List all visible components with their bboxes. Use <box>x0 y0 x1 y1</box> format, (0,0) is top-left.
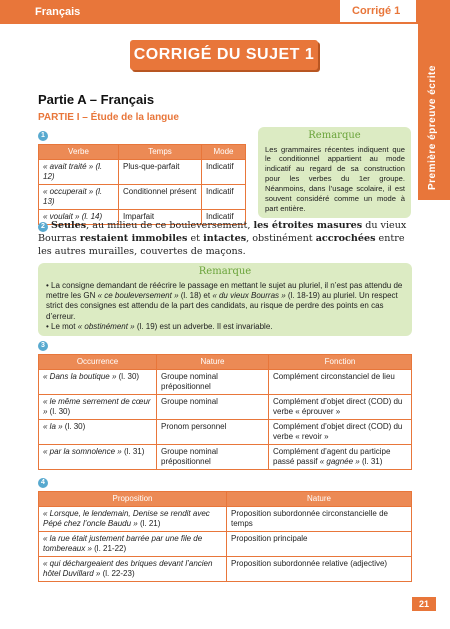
part-title: Partie A – Français <box>38 92 155 107</box>
col-header-temps: Temps <box>119 145 202 160</box>
remarque-box-2 <box>38 263 412 336</box>
col-header-verbe: Verbe <box>39 145 119 160</box>
remarque-box-1 <box>258 127 411 218</box>
line-ref: (l. 21-22) <box>91 544 127 553</box>
col-header-occurrence: Occurrence <box>39 355 157 370</box>
table-row <box>39 532 412 557</box>
cell-proposition <box>39 532 227 557</box>
table-row <box>39 185 246 210</box>
text-span: , obstinément <box>246 232 316 244</box>
col-header-fonction: Fonction <box>269 355 412 370</box>
quoted-text: « Dans la boutique » <box>43 372 117 381</box>
table-row <box>39 395 412 420</box>
cell-occurrence <box>39 370 157 395</box>
cell-mode: Indicatif <box>202 210 246 225</box>
subject-label: Français <box>35 6 81 18</box>
remarque-text: Les grammaires récentes indiquent que le conditionnel appartient au mode indicatif au regard de sa construction pour les verbes du 1er groupe. Néanmoins, dans l’usage scolaire, il est souvent considéré comme un mode à part entière. <box>265 144 405 213</box>
line-ref: (l. 30) <box>62 422 86 431</box>
table-row <box>39 557 412 582</box>
quoted-text: « Lorsque, le lendemain, Denise se rendit avec Pépé chez l’oncle Baudu » <box>43 509 210 528</box>
col-header-nature: Nature <box>227 492 412 507</box>
remarque-title: Remarque <box>198 266 252 277</box>
side-tab-label: Première épreuve écrite <box>427 65 438 190</box>
verb-text: « occuperait » (l. 13) <box>43 187 103 206</box>
cell-nature: Proposition subordonnée relative (adjective) <box>227 557 412 582</box>
quoted-text: « ce bouleversement » <box>97 290 179 300</box>
text-span: (l. 19) est un adverbe. Il est invariable. <box>134 322 273 332</box>
emph-word: Seules <box>51 220 87 231</box>
col-header-mode: Mode <box>202 145 246 160</box>
cell-nature: Proposition principale <box>227 532 412 557</box>
verb-text: « voulait » (l. 14) <box>43 212 103 221</box>
remarque-paragraph <box>46 322 404 332</box>
emph-word: les étroites masures <box>253 220 363 231</box>
text-span: (l. 18) et <box>178 290 213 300</box>
header-bar <box>0 0 418 24</box>
page-title: CORRIGÉ DU SUJET 1 <box>133 46 315 63</box>
cell-fonction: Complément circonstanciel de lieu <box>269 370 412 395</box>
cell-nature: Groupe nominal <box>157 395 269 420</box>
cell-fonction <box>269 445 412 470</box>
quoted-text: « la » <box>43 422 63 431</box>
text-span: du vieux Bourras <box>38 220 407 244</box>
question-number-2: 2 <box>38 222 48 232</box>
cell-fonction: Complément d’objet direct (COD) du verbe « revoir » <box>269 420 412 445</box>
corrige-tab <box>338 0 418 24</box>
remarque-text <box>38 279 412 333</box>
quoted-text: « la rue était justement barrée par une file de tombereaux » <box>43 534 203 553</box>
emph-word: accrochées <box>315 232 376 244</box>
proposition-table <box>38 491 412 582</box>
cell-proposition <box>39 507 227 532</box>
corrige-label: Corrigé 1 <box>352 5 401 17</box>
quoted-text: « qui déchargeaient des briques devant l’ancien hôtel Duvillard » <box>43 559 213 578</box>
quoted-text: « du vieux Bourras » <box>212 290 286 300</box>
cell-occurrence <box>39 445 157 470</box>
remarque-paragraph <box>46 281 404 323</box>
table-row <box>39 160 246 185</box>
cell-tense: Conditionnel présent <box>119 185 202 210</box>
quoted-text: « gagnée » <box>319 457 360 466</box>
table-row <box>39 445 412 470</box>
cell-nature: Groupe nominal prépositionnel <box>157 445 269 470</box>
col-header-proposition: Proposition <box>39 492 227 507</box>
line-ref: (l. 22-23) <box>100 569 135 578</box>
verb-text: « avait traité » (l. 12) <box>43 162 103 181</box>
cell-occurrence <box>39 420 157 445</box>
cell-occurrence <box>39 395 157 420</box>
emph-word: intactes <box>203 232 247 244</box>
cell-verb <box>39 185 119 210</box>
quoted-text: « obstinément » <box>77 322 135 332</box>
verb-table <box>38 144 246 225</box>
table-row <box>39 370 412 395</box>
text-span: (l. 18-19) au pluriel. Un respect strict des consignes est attendu de la part des candidats, au risque de perdre des points en cas d’erreur. <box>46 290 398 321</box>
text-span: • La consigne demandant de réécrire le passage en mettant le sujet au pluriel, il n’est pas attendu de mettre les GN <box>46 280 403 300</box>
side-tab <box>418 0 450 200</box>
table-row <box>39 507 412 532</box>
cell-mode: Indicatif <box>202 160 246 185</box>
page-number: 21 <box>412 597 436 611</box>
text-span: , au milieu de ce bouleversement, <box>86 220 254 231</box>
question-number-4: 4 <box>38 478 48 488</box>
line-ref: (l. 31) <box>359 457 383 466</box>
table-row <box>39 420 412 445</box>
quoted-text: « le même serrement de cœur » <box>43 397 151 416</box>
occurrence-table <box>38 354 412 470</box>
question-number-3: 3 <box>38 341 48 351</box>
cell-nature: Pronom personnel <box>157 420 269 445</box>
text-span: entre les autres murailles, couvertes de maçons. <box>38 232 405 257</box>
line-ref: (l. 30) <box>116 372 140 381</box>
col-header-nature: Nature <box>157 355 269 370</box>
line-ref: (l. 21) <box>137 519 161 528</box>
line-ref: (l. 31) <box>121 447 145 456</box>
title-banner <box>130 40 318 70</box>
cell-tense: Imparfait <box>119 210 202 225</box>
cell-fonction: Complément d’objet direct (COD) du verbe « éprouver » <box>269 395 412 420</box>
line-ref: (l. 30) <box>47 407 71 416</box>
section-title: PARTIE I – Étude de la langue <box>38 112 179 123</box>
cell-proposition <box>39 557 227 582</box>
emph-word: restaient immobiles <box>79 232 188 244</box>
cell-tense: Plus-que-parfait <box>119 160 202 185</box>
cell-verb <box>39 160 119 185</box>
question-number-1: 1 <box>38 131 48 141</box>
cell-mode: Indicatif <box>202 185 246 210</box>
remarque-title: Remarque <box>308 130 361 141</box>
rewritten-sentence <box>38 220 410 259</box>
cell-nature: Groupe nominal prépositionnel <box>157 370 269 395</box>
quoted-text: « par la somnolence » <box>43 447 122 456</box>
cell-nature: Proposition subordonnée circonstancielle de temps <box>227 507 412 532</box>
text-span: et <box>187 232 204 244</box>
text-span: Complément d’agent du participe passé passif <box>273 447 391 466</box>
text-span: • Le mot <box>46 322 78 332</box>
